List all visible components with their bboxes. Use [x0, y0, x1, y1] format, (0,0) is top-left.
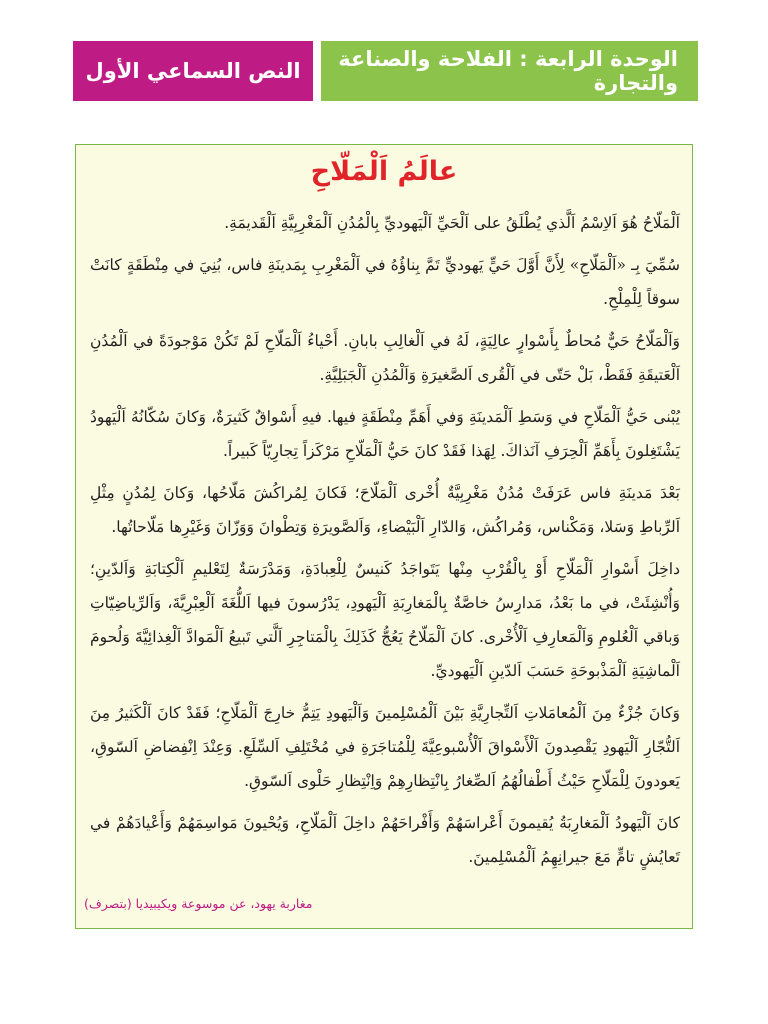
text-label-banner	[73, 41, 313, 101]
article-paragraph: كانَ اَلْيَهودُ اَلْمَغارِبَةُ يُقيمونَ أَعْراسَهُمْ وَأَفْراحَهُمْ داخِلَ اَلْمَلّاحِ، وَيُحْيونَ مَواسِمَهُمْ وَأَعْيادَهُمْ في تَعايُشٍ تامٍّ مَعَ جيرانِهِمُ اَلْمُسْلِمينَ.	[90, 814, 680, 866]
article-paragraph: سُمِّيَ بِـ «اَلْمَلّاحِ» لِأَنَّ أَوَّلَ حَيٍّ يَهوديٍّ تَمَّ بِناؤُهُ في اَلْمَغْرِبِ بِمَدينَةِ فاس، بُنِيَ في مِنْطَقَةٍ كانَتْ سوقاً لِلْمِلْحِ.	[90, 256, 680, 308]
source-citation: مغاربة يهود، عن موسوعة ويكيبيديا (بتصرف)	[84, 896, 313, 911]
text-label: النص السماعي الأول	[85, 59, 301, 83]
unit-title: الوحدة الرابعة : الفلاحة والصناعة والتجارة	[338, 47, 678, 95]
article-paragraph: وَاَلْمَلّاحُ حَيٌّ مُحاطٌ بِأَسْوارٍ عالِيَةٍ، لَهُ في اَلْغالِبِ بابانِ. أَحْياءُ اَلْمَلّاحِ لَمْ تَكُنْ مَوْجودَةً في اَلْمُدُنِ اَلْعَتيقَةِ فَقَطْ، بَلْ حَتّى في اَلْقُرى اَلصَّغيرَةِ وَاَلْمُدُنِ اَلْجَبَلِيَّةِ.	[90, 332, 680, 384]
article-paragraph: داخِلَ أَسْوارِ اَلْمَلّاحِ أَوْ بِالْقُرْبِ مِنْها يَتَواجَدُ كَنيسٌ لِلْعِبادَةِ، وَمَدْرَسَةٌ لِتَعْليمِ اَلْكِتابَةِ وَاَلدّينِ؛ وَأُنْشِئَتْ، في ما بَعْدُ، مَدارِسُ خاصَّةٌ بِالْمَغارِبَةِ اَلْيَهودِ، يَدْرُسونَ فيها اَللُّغَةَ اَلْعِبْرِيَّةَ، وَاَلرِّياضِيّاتِ وَباقي اَلْعُلومِ وَاَلْمَعارِفِ اَلْأُخْرى. كانَ اَلْمَلّاحُ يَعُجُّ كَذَلِكَ بِالْمَتاجِرِ اَلَّتي تَبيعُ اَلْمَوادَّ اَلْغِذائِيَّةَ وَلُحومَ اَلْماشِيَةِ اَلْمَذْبوحَةِ حَسَبَ اَلدّينِ اَلْيَهوديِّ.	[90, 560, 680, 680]
article-paragraph: وَكانَ جُزْءٌ مِنَ اَلْمُعامَلاتِ اَلتِّجارِيَّةِ بَيْنَ اَلْمُسْلِمينَ وَاَلْيَهودِ يَتِمُّ خارِجَ اَلْمَلّاحِ؛ فَقَدْ كانَ اَلْكَثيرُ مِنَ اَلتُّجّارِ اَلْيَهودِ يَقْصِدونَ اَلْأَسْواقَ اَلْأُسْبوعِيَّةَ لِلْمُتاجَرَةِ في مُخْتَلِفِ اَلسِّلَعِ. وَعِنْدَ اِنْفِضاضِ اَلسّوقِ، يَعودونَ لِلْمَلّاحِ حَيْثُ أَطْفالُهُمُ اَلصِّغارُ بِانْتِظارِهِمْ وَاِنْتِظارِ حَلْوى اَلسّوقِ.	[90, 704, 680, 790]
article-paragraph: بَعْدَ مَدينَةِ فاس عَرَفَتْ مُدُنٌ مَغْرِبِيَّةٌ أُخْرى اَلْمَلّاحَ؛ فَكانَ لِمُراكُشَ مَلّاحُها، وَكانَ لِمُدُنٍ مِثْلِ اَلرِّباطِ وَسَلا، وَمَكْناس، وَمُراكُش، وَالدّارِ اَلْبَيْضاءِ، وَاَلصَّويرَةِ وَتِطْوانَ وَوَزّانَ وَغَيْرِها مَلّاحاتُها.	[90, 484, 680, 536]
article-title: عالَمُ اَلْمَلّاحِ	[310, 156, 458, 187]
article-paragraph: اَلْمَلّاحُ هُوَ اَلاِسْمُ اَلَّذي يُطْلَقُ على اَلْحَيِّ اَلْيَهوديِّ بِالْمُدُنِ اَلْمَغْرِبِيَّةِ اَلْقَديمَةِ.	[224, 214, 680, 232]
unit-header	[73, 41, 698, 101]
unit-title-banner	[321, 41, 698, 101]
header-divider	[313, 41, 321, 101]
article-paragraph: يُبْنى حَيُّ اَلْمَلّاحِ في وَسَطِ اَلْمَدينَةِ وَفي أَهَمِّ مِنْطَقَةٍ فيها. فيهِ أَسْواقٌ كَثيرَةٌ، وَكانَ سُكّانُهُ اَلْيَهودُ يَشْتَغِلونَ بِأَهَمِّ اَلْحِرَفِ آنَذاكَ. لِهَذا فَقَدْ كانَ حَيُّ اَلْمَلّاحِ مَرْكَزاً تِجارِيّاً كَبيراً.	[90, 408, 681, 460]
article-body	[90, 206, 680, 882]
